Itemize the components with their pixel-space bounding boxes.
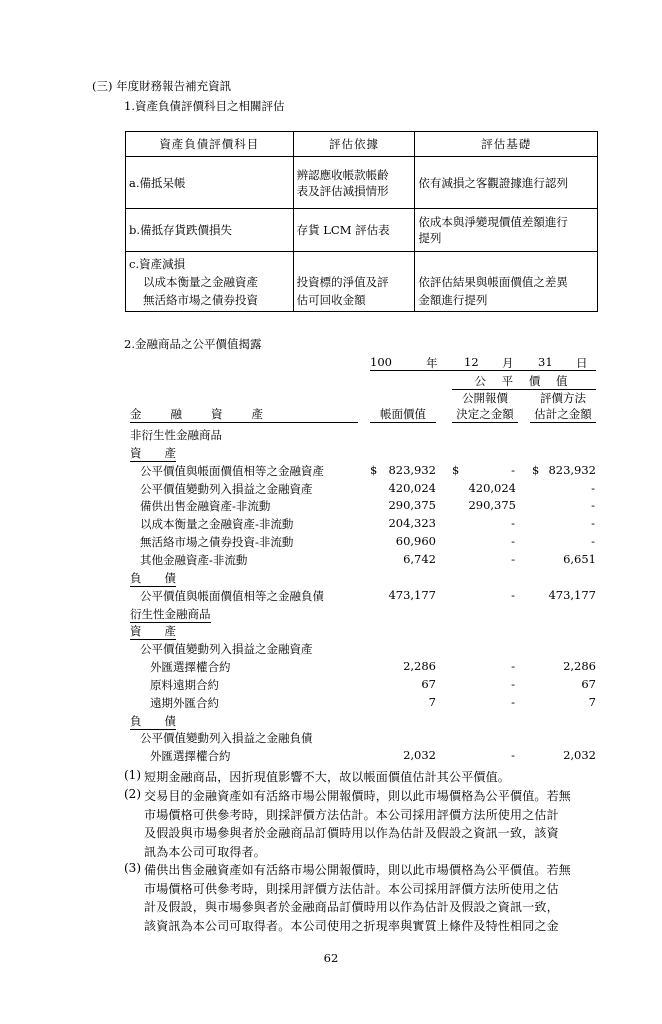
col-header-quoted-2: 決定之金額 (452, 406, 518, 423)
cell-book: 7 (428, 695, 436, 709)
note-number: (3) (124, 861, 141, 875)
row-label: 公平價值與帳面價值相等之金融資產 (140, 464, 324, 478)
table-row (126, 209, 598, 252)
cell-quoted: - (511, 695, 515, 709)
note-line: 短期金融商品，因折現值影響不大，故以帳面價值估計其公平價值。 (144, 770, 511, 784)
cell-book: 473,177 (388, 588, 436, 602)
cell-est: 2,032 (563, 748, 596, 762)
note-line: 該資訊為本公司可取得者。本公司使用之折現率與實質上條件及特性相同之金 (144, 919, 559, 933)
note-line: 訊為本公司可取得者。 (144, 845, 267, 859)
row-label: 遠期外匯合約 (150, 696, 219, 710)
valuation-items-table (125, 131, 598, 312)
currency-symbol: $ (370, 463, 378, 477)
note-line: 及假設與市場參與者於金融商品訂價時用以作為估計及假設之資訊一致，該資 (144, 826, 559, 840)
cell-quoted: 420,024 (468, 481, 516, 495)
cell-est: 67 (581, 677, 596, 691)
cell-foundation: 依評估結果與帳面價值之差異 金額進行提列 (415, 252, 598, 312)
cell-est: 2,286 (563, 659, 596, 673)
row-label: 外匯選擇權合約 (150, 749, 231, 763)
row-label: 備供出售金融資產-非流動 (140, 499, 271, 513)
cell-quoted: - (511, 534, 515, 548)
row-label: 公平價值變動列入損益之金融資產 (140, 642, 313, 656)
cell-item: c.資產減損 以成本衡量之金融資產 無活絡市場之債券投資 (126, 252, 294, 312)
note-line: 交易目的金融資產如有活絡市場公開報價時，則以此市場價格為公平價值。若無 (144, 789, 572, 803)
cell-basis: 辨認應收帳款帳齡 表及評估減損情形 (293, 157, 415, 209)
table-header-row (126, 132, 598, 157)
note-number: (2) (124, 787, 141, 801)
col-header-quoted-1: 公開報價 (462, 391, 508, 405)
cell-est: 473,177 (548, 588, 596, 602)
cell-item: b.備抵存貨跌價損失 (126, 209, 294, 252)
cell-book: 204,323 (388, 516, 436, 530)
row-label: 外匯選擇權合約 (150, 660, 231, 674)
row-label: 公平價值變動列入損益之金融負債 (140, 731, 313, 745)
cell-item: a.備抵呆帳 (126, 157, 294, 209)
row-label: 資 產 (130, 624, 176, 638)
cell-book: 2,032 (403, 748, 436, 762)
cell-est: - (591, 498, 595, 512)
header-basis: 評估依據 (293, 132, 415, 157)
row-label: 非衍生性金融商品 (130, 428, 222, 442)
cell-est: 7 (588, 695, 596, 709)
cell-quoted: - (511, 677, 515, 691)
section-title: (三) 年度財務報告補充資訊 (92, 79, 232, 93)
col-header-estimated-2: 估計之金額 (530, 406, 596, 423)
cell-book: 2,286 (403, 659, 436, 673)
cell-book: 60,960 (395, 534, 436, 548)
note-line: 備供出售金融資產如有活絡市場公開報價時，則以此市場價格為公平價值。若無 (144, 863, 572, 877)
header-item: 資產負債評價科目 (126, 132, 294, 157)
subsection-title-2: 2.金融商品之公平價值揭露 (124, 337, 262, 351)
cell-basis: 存貨 LCM 評估表 (293, 209, 415, 252)
date-underline (370, 355, 596, 371)
row-label: 其他金融資產-非流動 (140, 553, 248, 567)
note-line: 計及假設，與市場參與者於金融商品訂價時用以作為估計及假設之資訊一致， (144, 900, 559, 914)
note-line: 市場價格可供參考時，則採評價方法估計。本公司採用評價方法所使用之估計 (144, 808, 559, 822)
note-number: (1) (124, 768, 141, 782)
cell-book: 290,375 (388, 498, 436, 512)
row-label: 負 債 (130, 571, 176, 585)
cell-foundation: 依有減損之客觀證據進行認列 (415, 157, 598, 209)
row-label: 資 產 (130, 446, 176, 460)
cell-quoted: - (511, 552, 515, 566)
page-number: 62 (323, 951, 339, 965)
cell-book: 6,742 (403, 552, 436, 566)
cell-quoted: - (511, 516, 515, 530)
cell-quoted: - (511, 748, 515, 762)
fair-value-group-header: 公 平 價 值 (452, 373, 596, 390)
cell-est: 6,651 (563, 552, 596, 566)
subsection-title-1: 1.資產負債評價科目之相關評估 (124, 99, 285, 113)
cell-quoted: - (511, 588, 515, 602)
cell-book: 420,024 (388, 481, 436, 495)
currency-symbol: $ (532, 463, 540, 477)
cell-quoted: - (511, 659, 515, 673)
row-label: 無活絡市場之債券投資-非流動 (140, 535, 294, 549)
row-label: 以成本衡量之金融資產-非流動 (140, 517, 294, 531)
cell-foundation: 依成本與淨變現價值差額進行 提列 (415, 209, 598, 252)
cell-est: - (591, 516, 595, 530)
cell-est: 823,932 (548, 463, 596, 477)
cell-quoted: 290,375 (468, 498, 516, 512)
col-header-estimated-1: 評價方法 (540, 391, 586, 405)
cell-basis: 投資標的淨值及評 估可回收金額 (293, 252, 415, 312)
row-label: 衍生性金融商品 (130, 607, 211, 621)
row-label: 公平價值與帳面價值相等之金融負債 (140, 589, 324, 603)
col-header-item: 金 融 資 產 (130, 406, 358, 423)
currency-symbol: $ (452, 463, 460, 477)
note-line: 市場價格可供參考時，則採用評價方法估計。本公司採用評價方法所使用之估 (144, 882, 559, 896)
table-row (126, 252, 598, 312)
cell-quoted: - (511, 463, 515, 477)
cell-est: - (591, 534, 595, 548)
row-label: 原料遠期合約 (150, 678, 219, 692)
cell-est: - (591, 481, 595, 495)
row-label: 公平價值變動列入損益之金融資產 (140, 482, 313, 496)
row-label: 負 債 (130, 714, 176, 728)
col-header-book: 帳面價值 (370, 406, 436, 423)
cell-book: 67 (421, 677, 436, 691)
table-row (126, 157, 598, 209)
header-foundation: 評估基礎 (415, 132, 598, 157)
cell-book: 823,932 (388, 463, 436, 477)
